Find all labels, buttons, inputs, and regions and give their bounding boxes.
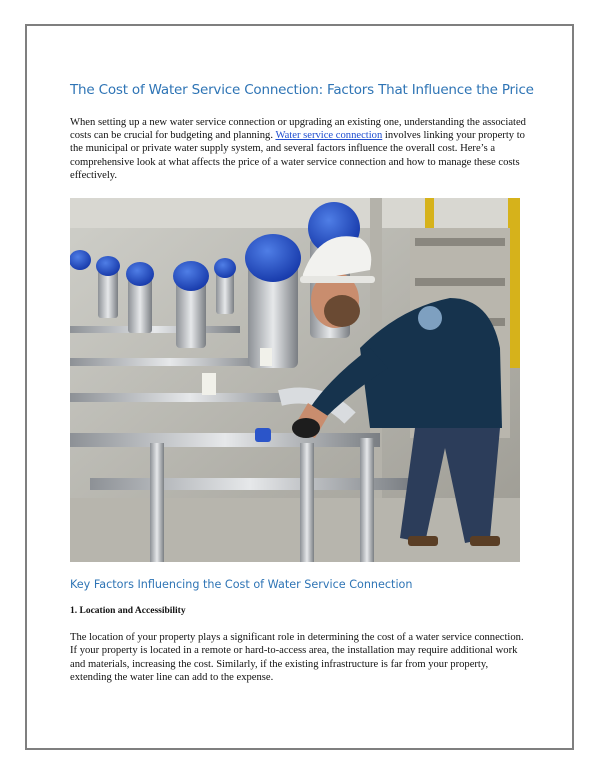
intro-text-end: involves linking your property to the municipal or private water supply system, and several factors influence the overall cost. Here’s a comprehensive look at what affects the price of a water service connection and how to manage these costs effectively.: [70, 130, 525, 181]
water-service-connection-link[interactable]: Water service connection: [275, 130, 383, 142]
section-title-location: 1. Location and Accessibility: [70, 606, 186, 616]
location-paragraph: The location of your property plays a significant role in determining the cost of a water service connection. If your property is located in a remote or hard-to-access area, the installation may require additional work and materials, increasing the cost. Similarly, if the existing infrastructure is far from your property, extending the water line can add to the expense.: [70, 632, 524, 684]
document-title: The Cost of Water Service Connection: Factors That Influence the Price: [70, 82, 534, 98]
worker-photo: [70, 198, 520, 562]
key-factors-heading: Key Factors Influencing the Cost of Water Service Connection: [70, 578, 413, 591]
intro-paragraph: [70, 116, 528, 182]
intro-text-start: When setting up a new water service connection or upgrading an existing one, understanding the associated costs can be crucial for budgeting and planning.: [70, 117, 526, 142]
